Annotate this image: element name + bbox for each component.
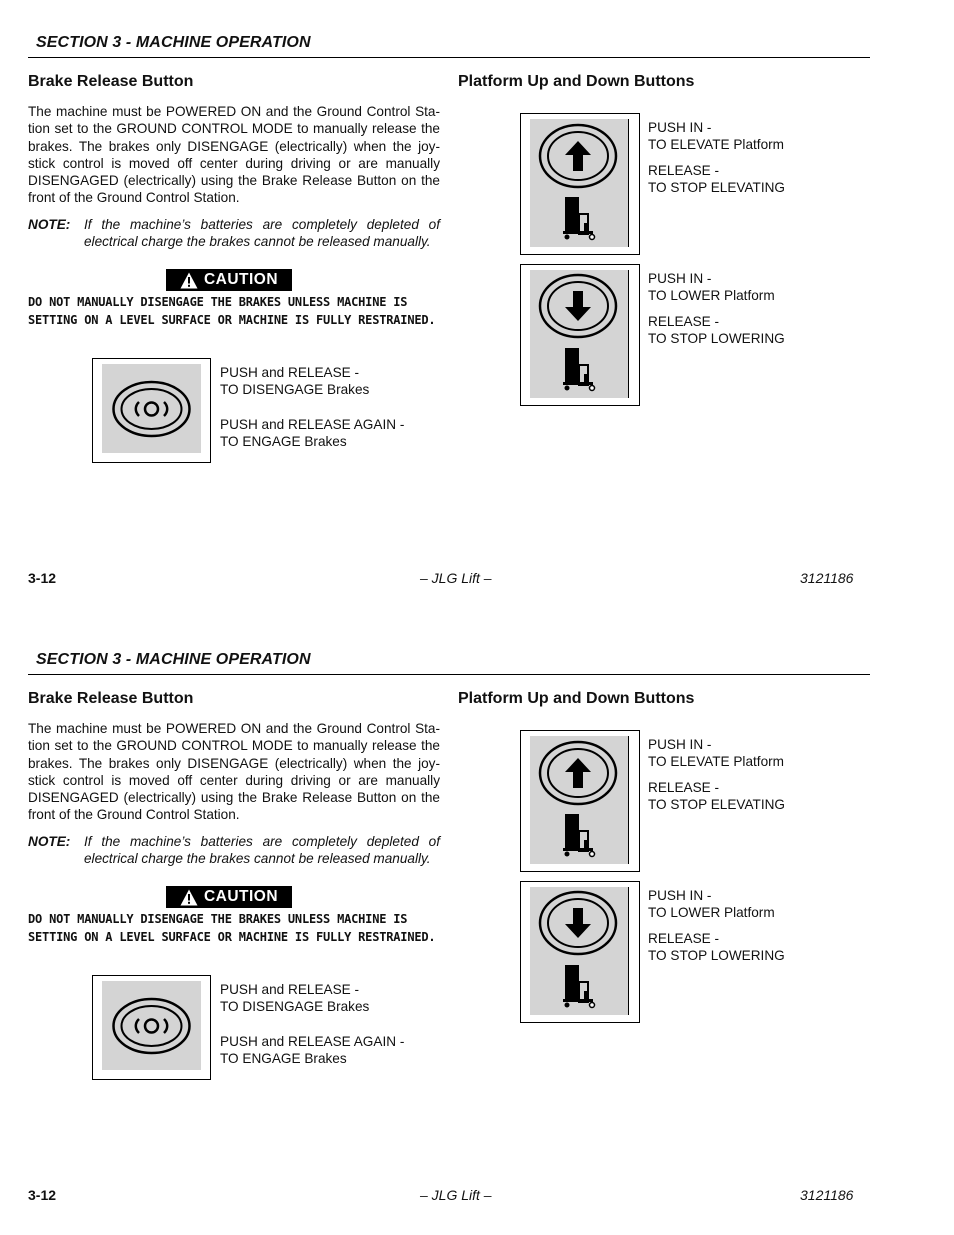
- note-label: NOTE:: [28, 217, 71, 232]
- brake-release-instructions: [220, 364, 404, 450]
- brake-release-paragraph: The machine must be POWERED ON and the Ground Control Sta-tion set to the GROUND CONTROL MODE to manually release the brakes. The brakes only DISENGAGE (electrically) when the joy-stick control is moved off center during driving or are manually DISENGAGED (electrically) using the Brake Release Button on the front of the Ground Control Station.: [28, 104, 440, 206]
- caution-text: DO NOT MANUALLY DISENGAGE THE BRAKES UNLESS MACHINE IS SETTING ON A LEVEL SURFACE OR MACHINE IS FULLY RESTRAINED.: [28, 295, 436, 327]
- brake-release-instructions: [220, 981, 404, 1067]
- platform-down-instructions: [648, 270, 785, 347]
- brake-release-heading: Brake Release Button: [28, 73, 194, 90]
- warning-triangle-icon: [180, 272, 198, 289]
- down-instr-line-1: PUSH IN -: [648, 888, 712, 903]
- brake-release-paragraph: The machine must be POWERED ON and the Ground Control Sta-tion set to the GROUND CONTROL MODE to manually release the brakes. The brakes only DISENGAGE (electrically) when the joy-stick control is moved off center during driving or are manually DISENGAGED (electrically) using the Brake Release Button on the front of the Ground Control Station.: [28, 721, 440, 823]
- note-label: NOTE:: [28, 834, 71, 849]
- brake-instr-line-4: TO ENGAGE Brakes: [220, 433, 347, 449]
- section-rule: [28, 674, 870, 675]
- brake-instr-line-3: PUSH and RELEASE AGAIN -: [220, 1033, 405, 1049]
- scissor-lift-platform-icon: [563, 965, 595, 1008]
- footer-page-number: 3-12: [28, 1187, 57, 1203]
- caution-text: DO NOT MANUALLY DISENGAGE THE BRAKES UNLESS MACHINE IS SETTING ON A LEVEL SURFACE OR MACHINE IS FULLY RESTRAINED.: [28, 912, 436, 944]
- down-instr-line-2: TO LOWER Platform: [648, 905, 775, 921]
- brake-instr-line-1: PUSH and RELEASE -: [220, 982, 360, 997]
- footer-publisher: – JLG Lift –: [420, 570, 492, 586]
- caution-banner: [166, 886, 292, 908]
- platform-up-button-image: [520, 113, 640, 255]
- platform-up-arrow-icon: [565, 758, 591, 788]
- caution-label: CAUTION: [203, 888, 279, 905]
- down-instr-line-2: TO LOWER Platform: [648, 288, 775, 304]
- platform-buttons-heading: Platform Up and Down Buttons: [458, 690, 695, 707]
- scissor-lift-platform-icon: [563, 814, 595, 857]
- up-instr-line-3: RELEASE -: [648, 779, 720, 795]
- up-instr-line-1: PUSH IN -: [648, 120, 712, 135]
- platform-down-arrow-icon: [565, 291, 591, 321]
- note-text: If the machine’s batteries are completely depleted of electrical charge the brakes cannot be released manually.: [84, 834, 440, 867]
- footer-document-number: 3121186: [800, 570, 854, 586]
- brake-release-icon: [102, 981, 201, 1070]
- platform-up-panel: [530, 119, 628, 247]
- down-instr-line-4: TO STOP LOWERING: [648, 330, 785, 346]
- platform-down-panel: [530, 270, 628, 398]
- down-instr-line-4: TO STOP LOWERING: [648, 947, 785, 963]
- brake-instr-line-2: TO DISENGAGE Brakes: [220, 382, 370, 398]
- section-rule: [28, 57, 870, 58]
- brake-instr-line-4: TO ENGAGE Brakes: [220, 1050, 347, 1066]
- platform-down-button-image: [520, 264, 640, 406]
- brake-instr-line-3: PUSH and RELEASE AGAIN -: [220, 416, 405, 432]
- note-block: [28, 833, 440, 868]
- brake-release-button-image: [92, 975, 211, 1080]
- down-instr-line-3: RELEASE -: [648, 930, 720, 946]
- up-instr-line-2: TO ELEVATE Platform: [648, 137, 784, 153]
- platform-buttons-heading: Platform Up and Down Buttons: [458, 73, 695, 90]
- down-instr-line-1: PUSH IN -: [648, 271, 712, 286]
- brake-instr-line-2: TO DISENGAGE Brakes: [220, 999, 370, 1015]
- up-instr-line-2: TO ELEVATE Platform: [648, 754, 784, 770]
- up-instr-line-1: PUSH IN -: [648, 737, 712, 752]
- caution-banner: [166, 269, 292, 291]
- note-block: [28, 216, 440, 251]
- manual-page-2: [0, 617, 954, 1234]
- brake-release-icon: [102, 364, 201, 453]
- footer-document-number: 3121186: [800, 1187, 854, 1203]
- caution-label: CAUTION: [203, 271, 279, 288]
- footer-page-number: 3-12: [28, 570, 57, 586]
- section-title: SECTION 3 - MACHINE OPERATION: [36, 34, 311, 51]
- warning-triangle-icon: [180, 889, 198, 906]
- down-instr-line-3: RELEASE -: [648, 313, 720, 329]
- scissor-lift-platform-icon: [563, 348, 595, 391]
- up-instr-line-4: TO STOP ELEVATING: [648, 796, 785, 812]
- platform-up-panel: [530, 736, 628, 864]
- brake-release-button-image: [92, 358, 211, 463]
- up-instr-line-3: RELEASE -: [648, 162, 720, 178]
- platform-down-panel: [530, 887, 628, 1015]
- manual-page-1: [0, 0, 954, 617]
- platform-up-instructions: [648, 119, 785, 196]
- platform-up-instructions: [648, 736, 785, 813]
- footer-publisher: – JLG Lift –: [420, 1187, 492, 1203]
- platform-up-button-image: [520, 730, 640, 872]
- platform-down-arrow-icon: [565, 908, 591, 938]
- section-title: SECTION 3 - MACHINE OPERATION: [36, 651, 311, 668]
- platform-down-instructions: [648, 887, 785, 964]
- platform-down-button-image: [520, 881, 640, 1023]
- note-text: If the machine’s batteries are completely depleted of electrical charge the brakes cannot be released manually.: [84, 217, 440, 250]
- scissor-lift-platform-icon: [563, 197, 595, 240]
- brake-instr-line-1: PUSH and RELEASE -: [220, 365, 360, 380]
- platform-up-arrow-icon: [565, 141, 591, 171]
- brake-release-heading: Brake Release Button: [28, 690, 194, 707]
- up-instr-line-4: TO STOP ELEVATING: [648, 179, 785, 195]
